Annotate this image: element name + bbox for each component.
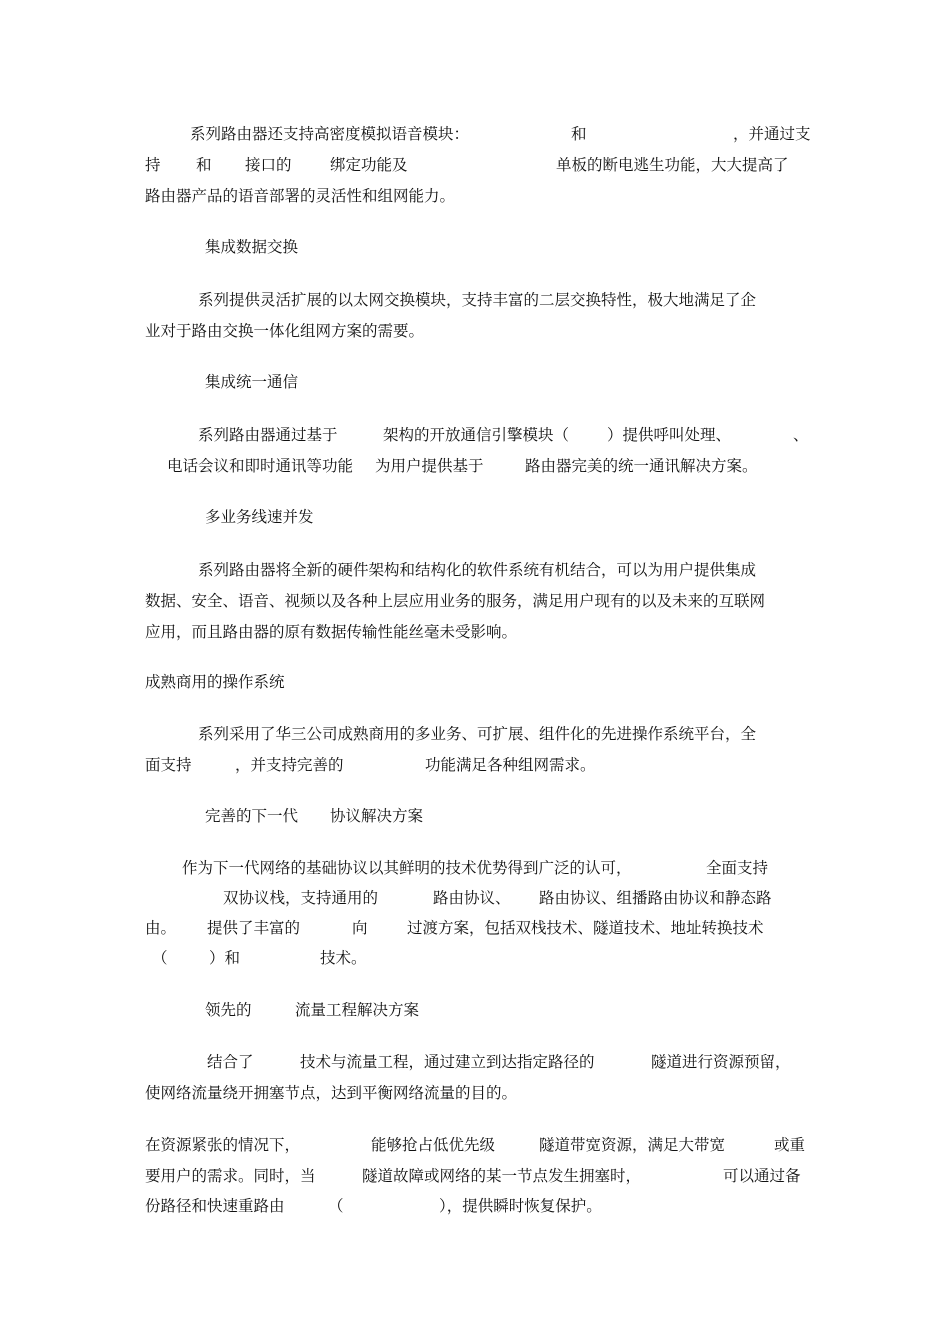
text-line-0-2: ，并通过支 [733,125,811,143]
text-line-8-0: 电话会议和即时通讯等功能 [167,457,354,475]
text-line-14-0: 系列采用了华三公司成熟商用的多业务、可扩展、组件化的先进操作系统平台，全 [198,725,757,743]
text-line-17-0: 作为下一代网络的基础协议以其鲜明的技术优势得到广泛的认可， [182,859,632,877]
text-line-19-1: 提供了丰富的 [207,919,301,937]
text-line-9-0: 多业务线速并发 [205,508,314,526]
text-line-23-0: 使网络流量绕开拥塞节点，达到平衡网络流量的目的。 [145,1084,518,1102]
text-line-13-0: 成熟商用的操作系统 [145,673,285,691]
text-line-22-0: 结合了 [207,1053,254,1071]
text-line-1-2: 接口的 [245,156,292,174]
text-line-18-0: 双协议栈，支持通用的 [223,889,379,907]
text-line-15-0: 面支持 [145,756,192,774]
text-line-24-2: 隧道带宽资源，满足大带宽 [539,1136,726,1154]
text-line-19-0: 由。 [145,919,177,937]
text-line-20-1: ）和 [209,949,241,967]
text-line-16-0: 完善的下一代 [205,807,299,825]
text-line-4-0: 系列提供灵活扩展的以太网交换模块，支持丰富的二层交换特性，极大地满足了企 [198,291,757,309]
text-line-26-0: 份路径和快速重路由 [145,1197,285,1215]
text-line-25-1: 隧道故障或网络的某一节点发生拥塞时， [362,1167,642,1185]
text-line-15-1: ，并支持完善的 [235,756,344,774]
text-line-15-2: 功能满足各种组网需求。 [425,756,596,774]
text-line-20-2: 技术。 [320,949,367,967]
text-line-2-0: 路由器产品的语音部署的灵活性和组网能力。 [145,187,456,205]
text-line-21-0: 领先的 [205,1001,252,1019]
text-line-8-1: 为用户提供基于 [375,457,484,475]
text-line-17-1: 全面支持 [706,859,769,877]
text-line-26-2: ），提供瞬时恢复保护。 [439,1197,602,1215]
text-line-18-2: 路由协议、组播路由协议和静态路 [539,889,772,907]
text-line-1-4: 单板的断电逃生功能，大大提高了 [556,156,789,174]
text-line-21-1: 流量工程解决方案 [295,1001,420,1019]
text-line-7-1: 架构的开放通信引擎模块（ [383,426,570,444]
text-line-24-0: 在资源紧张的情况下， [145,1136,301,1154]
text-line-0-1: 和 [571,125,587,143]
text-line-20-0: （ [152,949,168,967]
text-line-0-0: 系列路由器还支持高密度模拟语音模块： [190,125,470,143]
text-line-1-1: 和 [196,156,212,174]
text-line-1-3: 绑定功能及 [330,156,408,174]
text-line-25-0: 要用户的需求。同时，当 [145,1167,316,1185]
text-line-24-3: 或重 [774,1136,806,1154]
text-line-12-0: 应用，而且路由器的原有数据传输性能丝毫未受影响。 [145,623,518,641]
text-line-7-2: ）提供呼叫处理、 [607,426,732,444]
text-line-19-2: 向 [352,919,368,937]
text-line-22-2: 隧道进行资源预留， [651,1053,791,1071]
text-line-5-0: 业对于路由交换一体化组网方案的需要。 [145,322,425,340]
text-line-24-1: 能够抢占低优先级 [371,1136,496,1154]
text-line-1-0: 持 [145,156,161,174]
text-line-8-2: 路由器完美的统一通讯解决方案。 [525,457,758,475]
text-line-6-0: 集成统一通信 [205,373,299,391]
text-line-22-1: 技术与流量工程，通过建立到达指定路径的 [300,1053,595,1071]
text-line-26-1: （ [328,1197,344,1215]
text-line-25-2: 可以通过备 [723,1167,801,1185]
text-line-19-3: 过渡方案，包括双栈技术、隧道技术、地址转换技术 [407,919,764,937]
text-line-10-0: 系列路由器将全新的硬件架构和结构化的软件系统有机结合，可以为用户提供集成 [198,561,757,579]
text-line-11-0: 数据、安全、语音、视频以及各种上层应用业务的服务，满足用户现有的以及未来的互联网 [145,592,766,610]
text-line-7-3: 、 [793,426,809,444]
text-line-3-0: 集成数据交换 [205,238,299,256]
text-line-18-1: 路由协议、 [433,889,511,907]
text-line-7-0: 系列路由器通过基于 [198,426,338,444]
text-line-16-1: 协议解决方案 [330,807,424,825]
